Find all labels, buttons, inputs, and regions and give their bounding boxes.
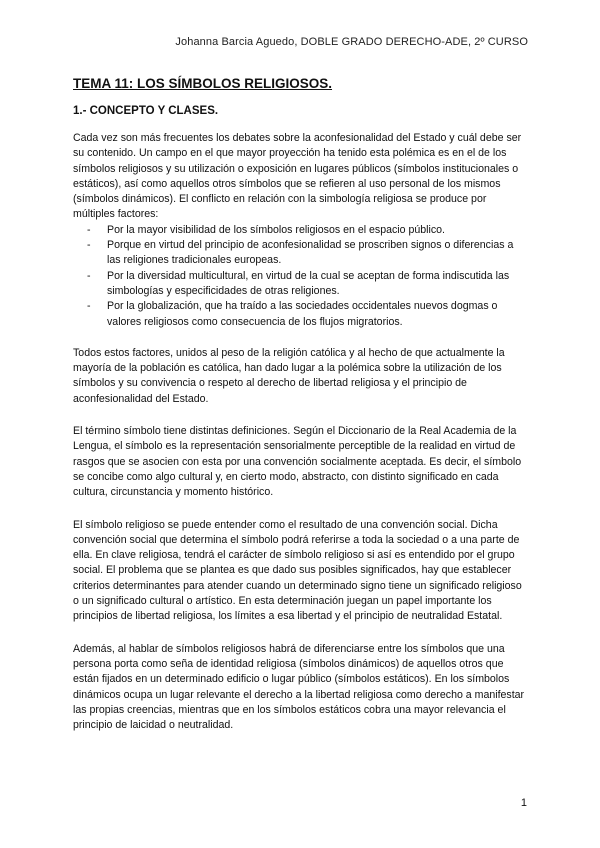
page-number: 1 [520, 797, 527, 809]
paragraph-factors-summary: Todos estos factores, unidos al peso de la religión católica y al hecho de que actualmente la mayoría de la población es católica, han dado lugar a la polémica sobre la utilización de los símbolos y su convivencia o respeto al derecho de libertad religiosa y el principio de aconfesionalidad del Estado. [73, 346, 505, 405]
list-item [73, 299, 529, 330]
paragraph-religious-symbol: El símbolo religioso se puede entender como el resultado de una convención social. Dicha convención social que determina el símbolo podrá referirse a toda la sociedad o a una parte de ella. En clave religiosa, tendrá el carácter de símbolo religioso si así es entendido por el grupo social. El problema que se plantea es que dado sus posibles significados, hay que establecer criterios determinantes para atender cuando un determinado signo tiene un significado religioso o un significado cultural o artístico. En esta determinación juegan un papel importante los principios de libertad religiosa, los límites a esa libertad y el principio de neutralidad Estatal. [73, 518, 522, 623]
bullet-dash: - [87, 269, 91, 282]
list-item-text: Por la mayor visibilidad de los símbolos religiosos en el espacio público. [107, 223, 445, 236]
page-title: TEMA 11: LOS SÍMBOLOS RELIGIOSOS. [73, 76, 333, 91]
paragraph-intro: Cada vez son más frecuentes los debates sobre la aconfesionalidad del Estado y cuál debe ser su contenido. Un campo en el que mayor proyección ha tenido esta polémica es en el de los símbolos religiosos y su utilización o exposición en lugares públicos (símbolos institucionales o estáticos), así como aquellos otros símbolos que se refieren al uso personal de los mismos (símbolos dinámicos). El conflicto en relación con la simbología religiosa se produce por múltiples factores: [73, 132, 522, 221]
paragraph-symbol-types: Además, al hablar de símbolos religiosos habrá de diferenciarse entre los símbolos que una persona porta como seña de identidad religiosa (símbolos dinámicos) de aquellos otros que están fijados en un determinado edificio o lugar público (símbolos estáticos). En los símbolos dinámicos ocupa un lugar relevante el derecho a la libertad religiosa como derecho a manifestar las propias creencias, mientras que en los símbolos estáticos cobra una mayor relevancia el principio de laicidad o neutralidad. [73, 642, 525, 732]
list-item-text: Porque en virtud del principio de aconfesionalidad se proscriben signos o diferencias a las religiones tradicionales europeas. [107, 239, 514, 267]
section-heading: 1.- CONCEPTO Y CLASES. [73, 105, 219, 117]
list-item [73, 238, 529, 269]
page-header: Johanna Barcia Aguedo, DOBLE GRADO DERECHO-ADE, 2º CURSO [175, 36, 528, 48]
bullet-dash: - [87, 223, 91, 236]
bullet-dash: - [87, 300, 91, 313]
bullet-dash: - [87, 239, 91, 252]
list-item-text: Por la globalización, que ha traído a las sociedades occidentales nuevos dogmas o valores religiosos como consecuencia de los flujos migratorios. [107, 300, 498, 328]
list-item-text: Por la diversidad multicultural, en virtud de la cual se aceptan de forma indiscutida las simbologías y especificidades de otras religiones. [107, 269, 510, 297]
list-item [73, 223, 529, 238]
factors-list [73, 223, 529, 330]
paragraph-symbol-definition: El término símbolo tiene distintas definiciones. Según el Diccionario de la Real Academia de la Lengua, el símbolo es la representación sensorialmente perceptible de la realidad en virtud de rasgos que se asocien con esta por una convención socialmente aceptada. Es decir, el símbolo se concibe como algo cultural y, en cierto modo, abstracto, con distinto significado en cada cultura, circunstancia y momento histórico. [73, 425, 522, 499]
list-item [73, 269, 529, 300]
body-text [73, 131, 529, 750]
